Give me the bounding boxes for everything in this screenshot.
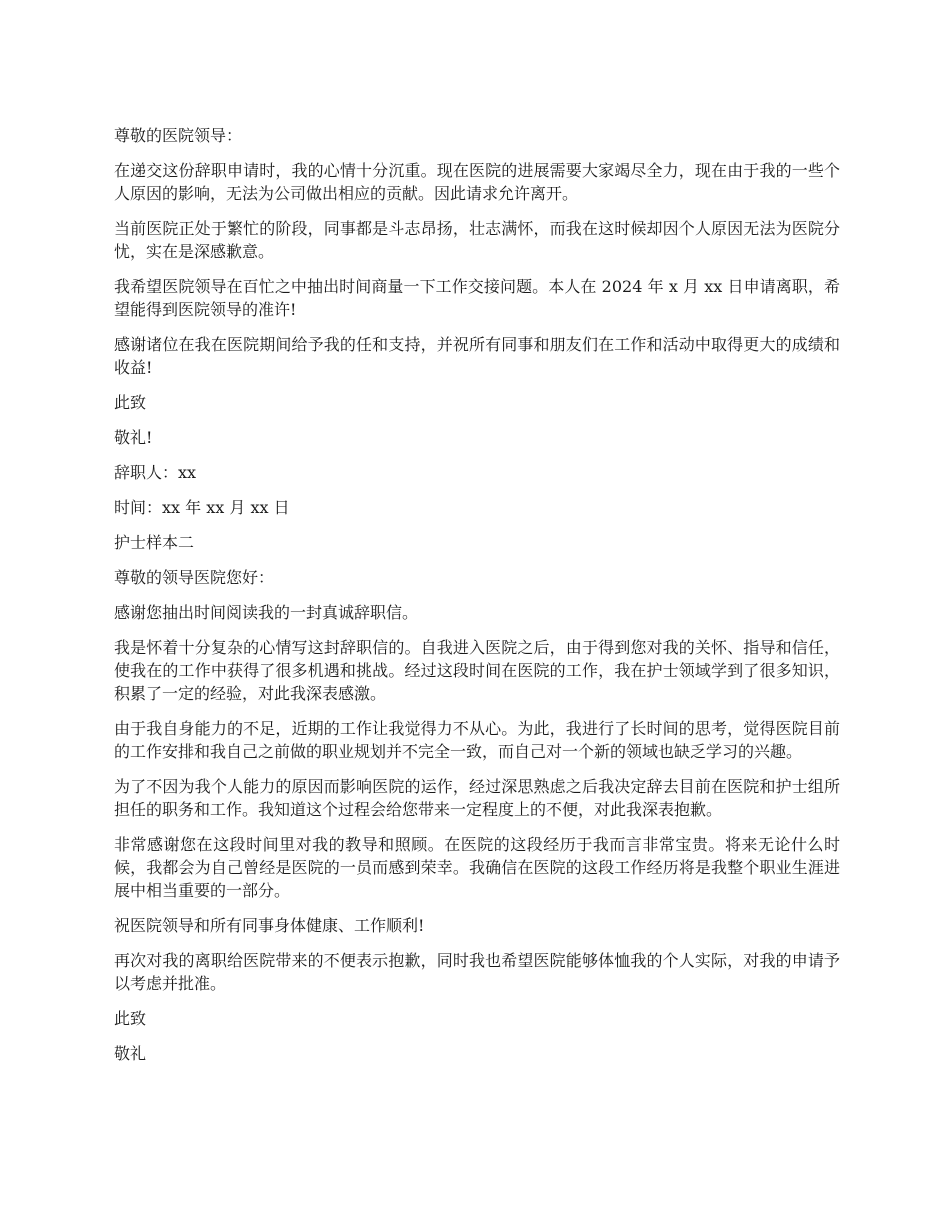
document-page bbox=[114, 124, 840, 1077]
signature-date: 时间：xx 年 xx 月 xx 日 bbox=[114, 498, 290, 517]
paragraph: 为了不因为我个人能力的原因而影响医院的运作，经过深思熟虑之后我决定辞去目前在医院和护士组所担任的职务和工作。我知道这个过程会给您带来一定程度上的不便，对此我深表抱歉。 bbox=[114, 777, 840, 819]
paragraph: 由于我自身能力的不足，近期的工作让我觉得力不从心。为此，我进行了长时间的思考，觉得医院目前的工作安排和我自己之前做的职业规划并不完全一致，而自己对一个新的领域也缺乏学习的兴趣。 bbox=[114, 719, 840, 761]
paragraph: 当前医院正处于繁忙的阶段，同事都是斗志昂扬，壮志满怀，而我在这时候却因个人原因无法为医院分忧，实在是深感歉意。 bbox=[114, 219, 840, 261]
paragraph: 非常感谢您在这段时间里对我的教导和照顾。在医院的这段经历于我而言非常宝贵。将来无论什么时候，我都会为自己曾经是医院的一员而感到荣幸。我确信在医院的这段工作经历将是我整个职业生涯进展中相当重要的一部分。 bbox=[114, 835, 840, 900]
paragraph: 祝医院领导和所有同事身体健康、工作顺利! bbox=[114, 916, 425, 935]
section-heading: 护士样本二 bbox=[114, 533, 195, 552]
signature-name: 辞职人：xx bbox=[114, 463, 197, 482]
paragraph: 再次对我的离职给医院带来的不便表示抱歉，同时我也希望医院能够体恤我的个人实际，对我的申请予以考虑并批准。 bbox=[114, 951, 840, 993]
closing-regards: 敬礼 bbox=[114, 1044, 147, 1063]
closing-line: 此致 bbox=[114, 1009, 147, 1028]
paragraph: 我是怀着十分复杂的心情写这封辞职信的。自我进入医院之后，由于得到您对我的关怀、指导和信任，使我在的工作中获得了很多机遇和挑战。经过这段时间在医院的工作，我在护士领域学到了很多知识，积累了一定的经验，对此我深表感激。 bbox=[114, 638, 840, 703]
closing-line: 此致 bbox=[114, 393, 147, 412]
closing-regards: 敬礼! bbox=[114, 428, 153, 447]
paragraph: 在递交这份辞职申请时，我的心情十分沉重。现在医院的进展需要大家竭尽全力，现在由于我的一些个人原因的影响，无法为公司做出相应的贡献。因此请求允许离开。 bbox=[114, 161, 840, 203]
paragraph: 感谢您抽出时间阅读我的一封真诚辞职信。 bbox=[114, 603, 419, 622]
paragraph: 感谢诸位在我在医院期间给予我的任和支持，并祝所有同事和朋友们在工作和活动中取得更大的成绩和收益! bbox=[114, 335, 840, 377]
salutation: 尊敬的领导医院您好： bbox=[114, 568, 275, 587]
salutation: 尊敬的医院领导： bbox=[114, 126, 243, 145]
paragraph: 我希望医院领导在百忙之中抽出时间商量一下工作交接问题。本人在 2024 年 x 月 xx 日申请离职，希望能得到医院领导的准许! bbox=[114, 277, 840, 319]
